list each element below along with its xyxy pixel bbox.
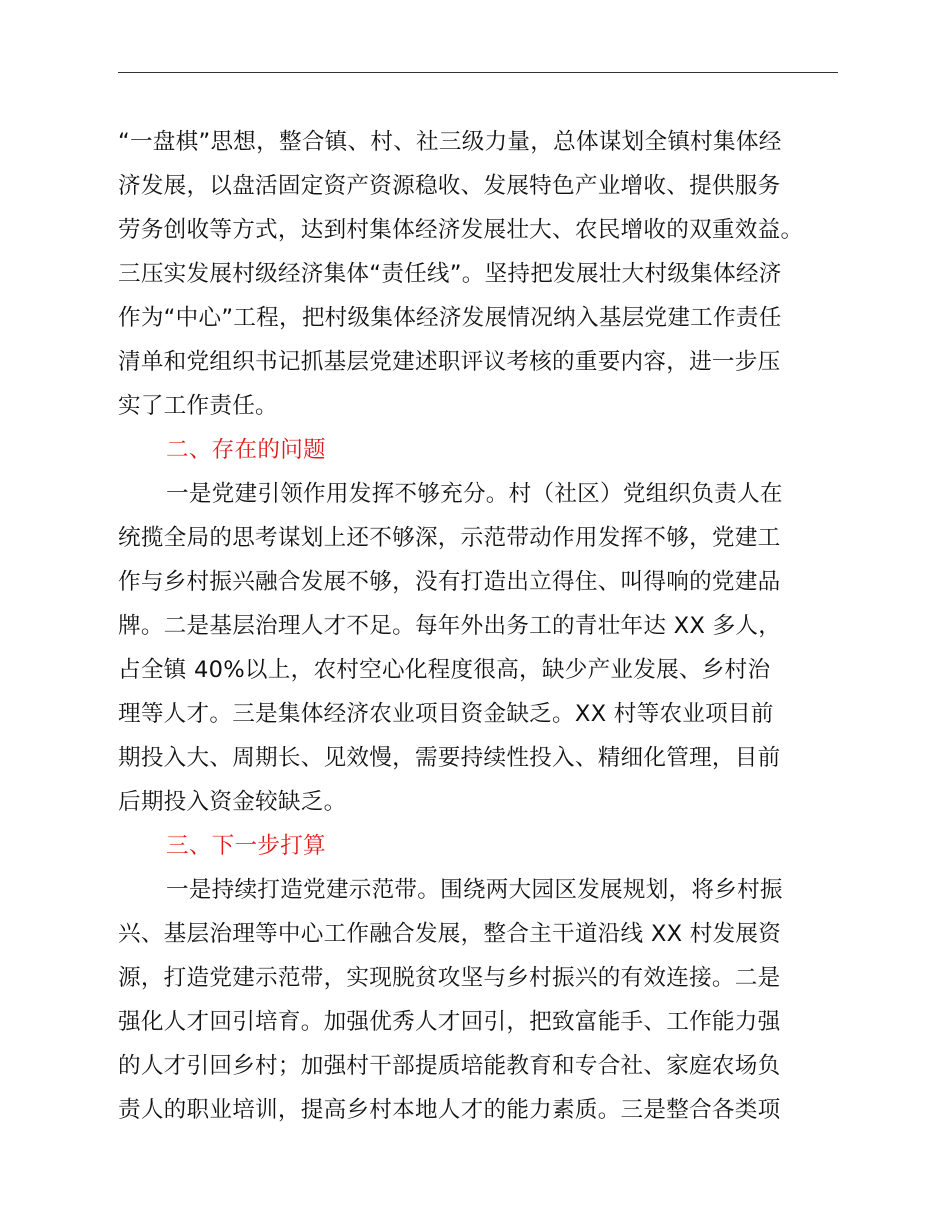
- text-line: 责人的职业培训，提高乡村本地人才的能力素质。三是整合各类项: [118, 1097, 781, 1123]
- text-line: 一是党建引领作用发挥不够充分。村（社区）党组织负责人在: [166, 481, 783, 507]
- section-next-steps-body: [118, 868, 840, 1132]
- header-divider: [118, 72, 838, 73]
- text-line: 作与乡村振兴融合发展不够，没有打造出立得住、叫得响的党建品: [118, 569, 781, 595]
- text-line: 源，打造党建示范带，实现脱贫攻坚与乡村振兴的有效连接。二是: [118, 965, 781, 991]
- text-line: 济发展，以盘活固定资产资源稳收、发展特色产业增收、提供服务: [118, 173, 781, 199]
- text-line: 统揽全局的思考谋划上还不够深，示范带动作用发挥不够，党建工: [118, 525, 781, 551]
- text-line: 实了工作责任。: [118, 393, 278, 419]
- section-heading-problems: 二、存在的问题: [166, 437, 326, 463]
- text-line: 三压实发展村级经济集体“责任线”。坚持把发展壮大村级集体经济: [118, 261, 782, 287]
- text-line: 理等人才。三是集体经济农业项目资金缺乏。XX 村等农业项目前: [118, 701, 774, 727]
- text-line: 作为“中心”工程，把村级集体经济发展情况纳入基层党建工作责任: [118, 305, 782, 331]
- text-line: 的人才引回乡村；加强村干部提质培能教育和专合社、家庭农场负: [118, 1053, 781, 1079]
- text-line: “一盘棋”思想，整合镇、村、社三级力量，总体谋划全镇村集体经: [118, 129, 782, 155]
- text-line: 期投入大、周期长、见效慢，需要持续性投入、精细化管理，目前: [118, 745, 781, 771]
- text-line: 清单和党组织书记抓基层党建述职评议考核的重要内容，进一步压: [118, 349, 781, 375]
- text-line: 后期投入资金较缺乏。: [118, 789, 347, 815]
- text-line: 兴、基层治理等中心工作融合发展，整合主干道沿线 XX 村发展资: [118, 921, 782, 947]
- paragraph-2: [118, 252, 840, 428]
- section-problems-body: [118, 472, 840, 824]
- section-heading-next-steps: 三、下一步打算: [166, 833, 326, 859]
- text-line: 牌。二是基层治理人才不足。每年外出务工的青壮年达 XX 多人，: [118, 613, 782, 639]
- text-line: 占全镇 40%以上，农村空心化程度很高，缺少产业发展、乡村治: [118, 657, 771, 683]
- text-line: 劳务创收等方式，达到村集体经济发展壮大、农民增收的双重效益。: [118, 217, 804, 243]
- document-page: [118, 120, 840, 1132]
- paragraph-1: [118, 120, 840, 252]
- text-line: 一是持续打造党建示范带。围绕两大园区发展规划，将乡村振: [166, 877, 783, 903]
- text-line: 强化人才回引培育。加强优秀人才回引，把致富能手、工作能力强: [118, 1009, 781, 1035]
